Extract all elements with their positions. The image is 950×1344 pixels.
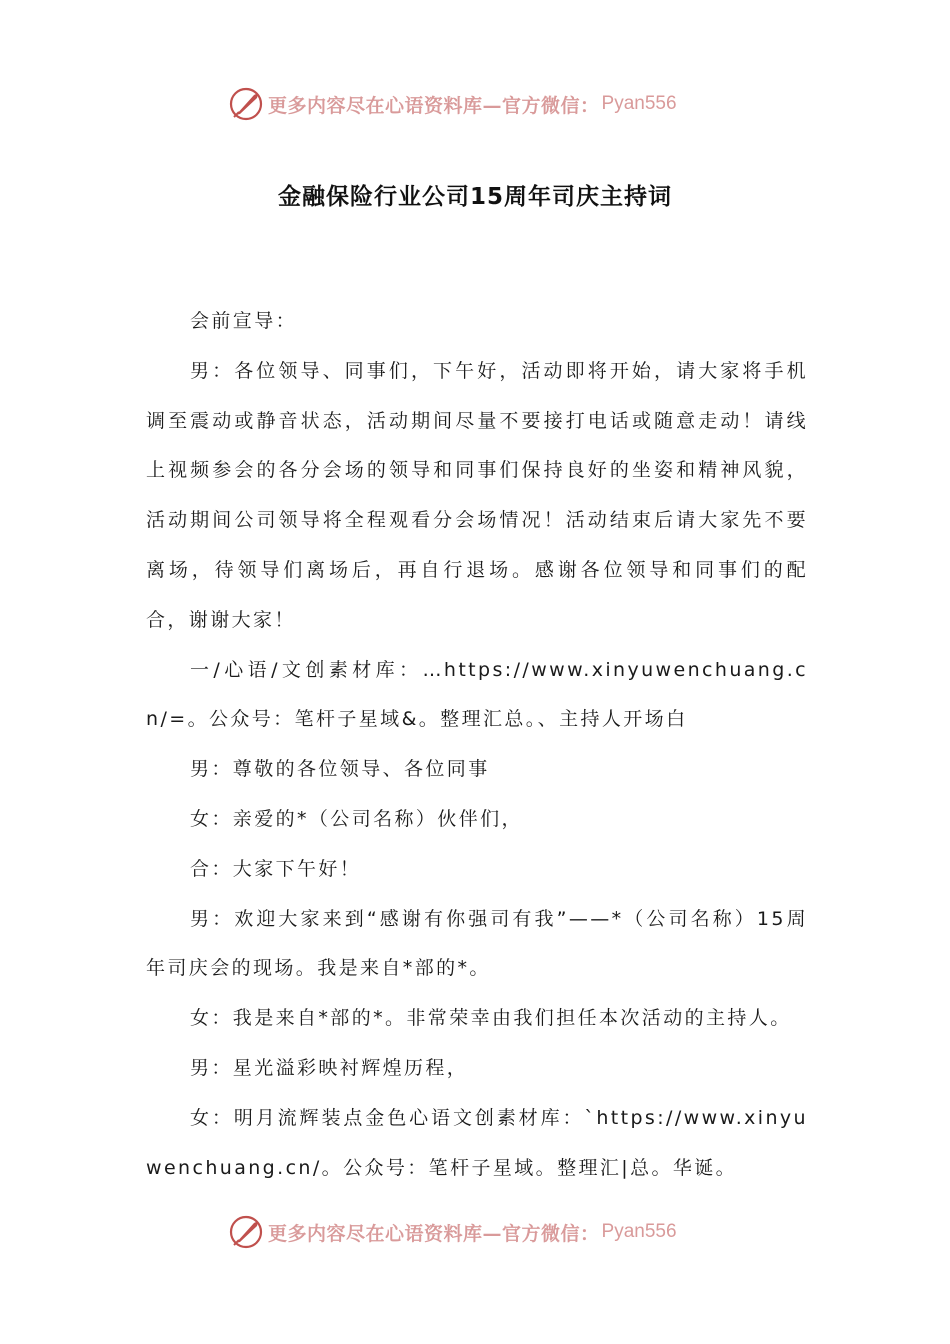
header-banner xyxy=(228,84,677,124)
quill-logo-icon xyxy=(228,1214,264,1250)
quill-logo-icon xyxy=(228,86,264,122)
wechat-handle: Pyan556 xyxy=(601,93,677,114)
paragraph: 男：各位领导、同事们，下午好，活动即将开始，请大家将手机调至震动或静音状态，活动期间尽量不要接打电话或随意走动！请线上视频参会的各分会场的领导和同事们保持良好的坐姿和精神风貌，活动期间公司领导将全程观看分会场情况！活动结束后请大家先不要离场，待领导们离场后，再自行退场。感谢各位领导和同事们的配合，谢谢大家！ xyxy=(146,359,808,631)
paragraph: 男：欢迎大家来到“感谢有你强司有我”——*（公司名称）15周年司庆会的现场。我是来自*部的*。 xyxy=(146,907,808,980)
paragraph: 女：亲爱的*（公司名称）伙伴们， xyxy=(190,807,523,830)
document-title: 金融保险行业公司15周年司庆主持词 xyxy=(277,184,672,210)
paragraph: 男：星光溢彩映衬辉煌历程， xyxy=(190,1056,469,1079)
paragraph: 一/心语/文创素材库：…https://www.xinyuwenchuang.cn/=。公众号：笔杆子星域&。整理汇总。、主持人开场白 xyxy=(146,658,808,731)
footer-banner xyxy=(228,1212,677,1252)
paragraph: 男：尊敬的各位领导、各位同事 xyxy=(190,758,490,781)
wechat-handle: Pyan556 xyxy=(601,1221,677,1242)
banner-text: 更多内容尽在心语资料库—官方微信： xyxy=(268,1222,600,1245)
document-body xyxy=(146,297,808,1193)
paragraph: 合：大家下午好！ xyxy=(190,857,362,880)
paragraph: 会前宣导： xyxy=(190,310,298,332)
banner-text: 更多内容尽在心语资料库—官方微信： xyxy=(268,94,600,117)
paragraph: 女：明月流辉装点金色心语文创素材库：`https://www.xinyuwenchuang.cn/。公众号：笔杆子星域。整理汇|总。华诞。 xyxy=(146,1106,808,1179)
paragraph: 女：我是来自*部的*。非常荣幸由我们担任本次活动的主持人。 xyxy=(190,1007,792,1030)
